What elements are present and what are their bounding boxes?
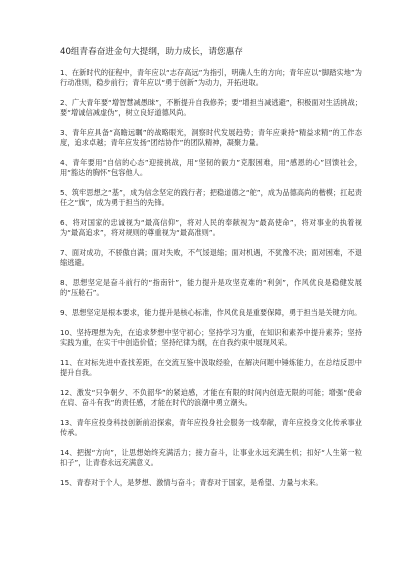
paragraph-item-2: 2、广大青年要“增智慧减愚昧”，不断提升自我修养；要“增担当减逃避”，积极面对生活挑战；要“增诚信减虚伪”，树立良好道德风尚。 (60, 98, 362, 118)
document-title: 40组青春奋进金句大提纲，助力成长，请您惠存 (60, 47, 243, 57)
paragraph-item-3: 3、青年应具备“高瞻远瞩”的战略眼光，洞察时代发展趋势；青年应秉持“精益求精”的工作态度，追求卓越；青年应发扬“团结协作”的团队精神，凝聚力量。 (60, 128, 362, 148)
paragraph-item-5: 5、筑牢思想之“基”，成为信念坚定的践行者；把稳道德之“舵”，成为品德高尚的楷模；扛起责任之“旗”，成为勇于担当的先锋。 (60, 188, 362, 208)
paragraph-item-13: 13、青年应投身科技创新前沿探索，青年应投身社会服务一线奉献，青年应投身文化传承事业传承。 (60, 417, 362, 437)
paragraph-item-8: 8、思想坚定是奋斗前行的“指南针”，能力提升是攻坚克难的“利剑”，作风优良是稳健发展的“压舱石”。 (60, 278, 362, 298)
paragraph-item-4: 4、青年要用“自信的心态”迎接挑战，用“坚韧的毅力”克服困难，用“感恩的心”回馈社会，用“豁达的胸怀”包容他人。 (60, 158, 362, 178)
paragraph-item-14: 14、把握“方向”，让思想始终充满活力；接力奋斗，让事业永远充满生机；扣好“人生第一粒扣子”，让青春永远充满意义。 (60, 447, 362, 467)
paragraph-item-1: 1、在新时代的征程中，青年应以“志存高远”为指引，明确人生的方向；青年应以“脚踏实地”为行动准则，稳步前行；青年应以“勇于创新”为动力，开拓进取。 (60, 68, 362, 88)
paragraph-item-12: 12、激发“只争朝夕、不负韶华”的紧迫感，才能在有限的时间内创造无限的可能；增强“使命在肩、奋斗有我”的责任感，才能在时代的浪潮中勇立潮头。 (60, 387, 362, 407)
paragraph-item-9: 9、思想坚定是根本要求，能力提升是核心标准，作风优良是重要保障，勇于担当是关键方向。 (60, 308, 362, 317)
paragraph-item-11: 11、在对标先进中查找差距，在交流互鉴中汲取经验，在解决问题中锤炼能力，在总结反思中提升自我。 (60, 357, 362, 377)
paragraph-item-7: 7、面对成功，不骄傲自满；面对失败，不气馁退缩；面对机遇，不犹豫不决；面对困难，不退缩逃避。 (60, 248, 362, 268)
paragraph-item-6: 6、将对国家的忠诚视为“最高信仰”，将对人民的奉献视为“最高使命”，将对事业的执着视为“最高追求”，将对规则的尊重视为“最高准则”。 (60, 218, 362, 238)
paragraph-item-10: 10、坚持理想为先，在追求梦想中坚守初心；坚持学习为重，在知识和素养中提升素养；坚持实践为重，在实干中创造价值；坚持纪律为纲，在自我约束中展现风采。 (60, 327, 362, 347)
paragraph-item-15: 15、青春对于个人，是梦想、激情与奋斗；青春对于国家，是希望、力量与未来。 (60, 477, 323, 487)
